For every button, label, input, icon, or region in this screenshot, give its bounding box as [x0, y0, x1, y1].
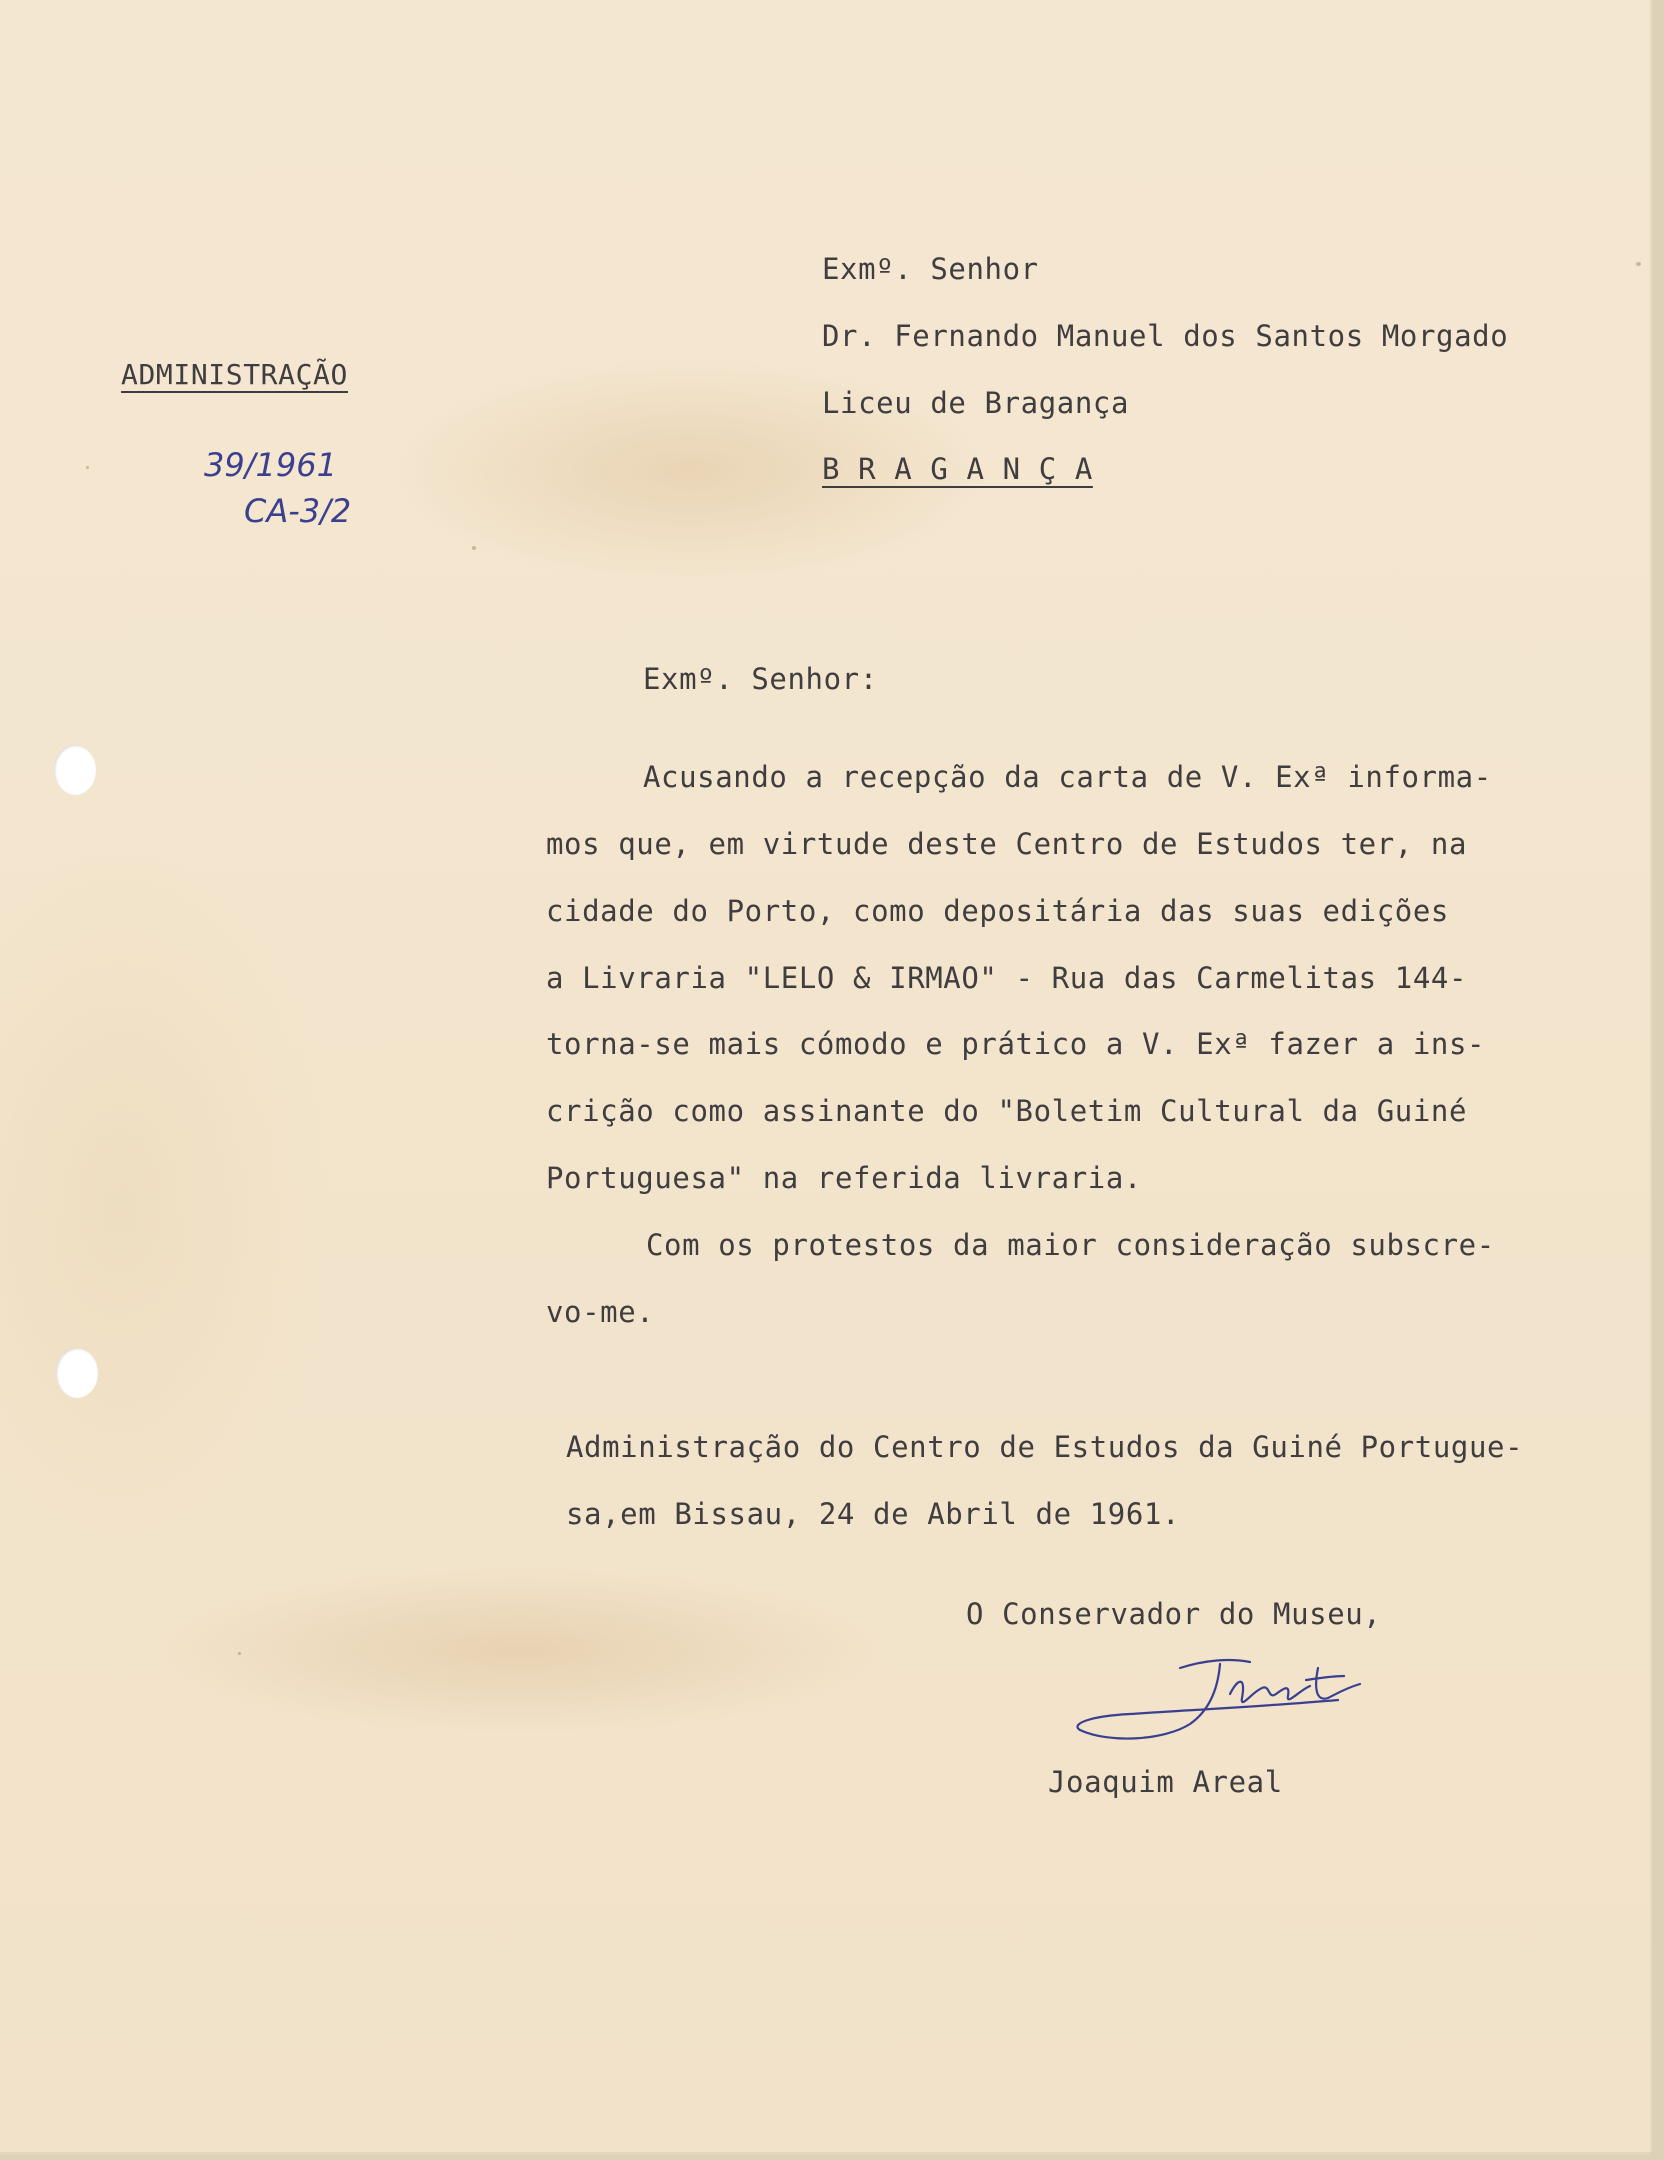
paper-speck	[238, 1652, 241, 1655]
body-line: torna-se mais cómodo e prático a V. Exª fazer a ins-	[546, 1027, 1486, 1061]
recipient-city: B R A G A N Ç A	[822, 452, 1093, 486]
paper-speck	[472, 546, 476, 550]
body-line: Portuguesa" na referida livraria.	[546, 1161, 1142, 1195]
paper-speck	[86, 466, 89, 469]
reference-code: CA-3/2	[244, 492, 352, 530]
reference-year: 39/1961	[204, 446, 337, 484]
body-line: Acusando a recepção da carta de V. Exª informa-	[643, 760, 1492, 794]
punch-hole-top	[54, 745, 96, 795]
place-date-line: sa,em Bissau, 24 de Abril de 1961.	[566, 1497, 1181, 1531]
body-line: vo-me.	[546, 1295, 655, 1329]
recipient-name: Dr. Fernando Manuel dos Santos Morgado	[822, 319, 1509, 353]
body-line: Com os protestos da maior consideração subscre-	[646, 1228, 1495, 1262]
paper-speck	[1636, 262, 1641, 266]
closing-title: O Conservador do Museu,	[966, 1597, 1382, 1631]
body-line: cidade do Porto, como depositária das suas edições	[546, 894, 1449, 928]
recipient-institution: Liceu de Bragança	[822, 386, 1130, 420]
punch-hole-bottom	[56, 1348, 98, 1398]
handwritten-signature	[1070, 1648, 1390, 1758]
department-heading: ADMINISTRAÇÃO	[121, 358, 348, 391]
signatory-name: Joaquim Areal	[1048, 1765, 1283, 1799]
greeting: Exmº. Senhor:	[643, 662, 878, 696]
recipient-salutation: Exmº. Senhor	[822, 252, 1039, 286]
body-line: crição como assinante do "Boletim Cultural da Guiné	[546, 1094, 1468, 1128]
body-line: a Livraria "LELO & IRMAO" - Rua das Carmelitas 144-	[546, 961, 1468, 995]
body-line: mos que, em virtude deste Centro de Estudos ter, na	[546, 827, 1468, 861]
place-date-line: Administração do Centro de Estudos da Guiné Portugue-	[566, 1430, 1524, 1464]
